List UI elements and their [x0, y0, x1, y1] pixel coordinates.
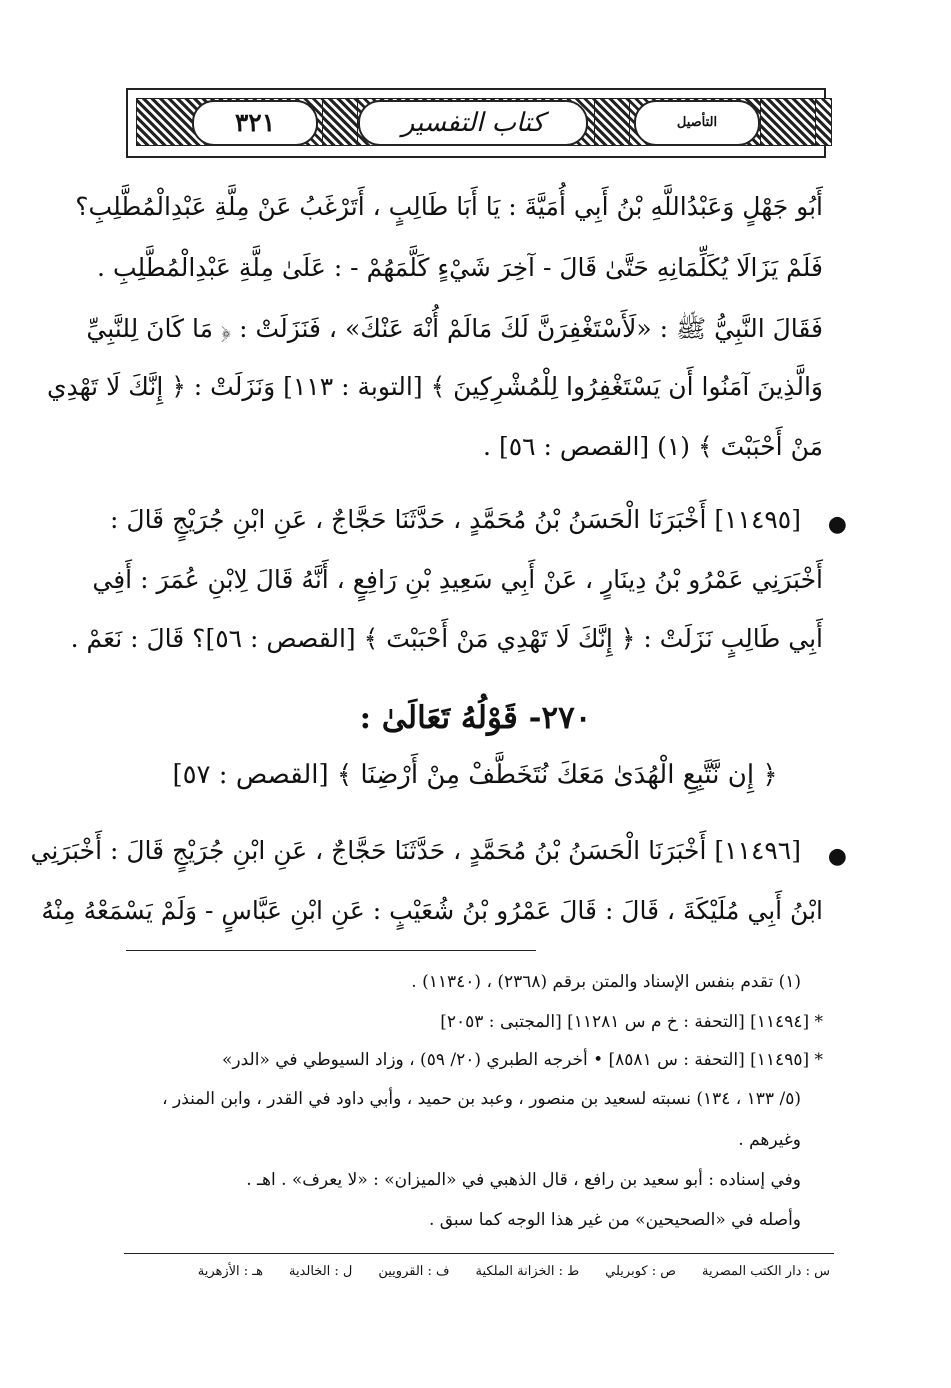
page-header: [126, 88, 826, 158]
legend-item: ل : الخالدية: [288, 1264, 353, 1279]
footnote-1: (١) تقدم بنفس الإسناد والمتن برقم (٢٣٦٨) ، (١١٣٤٠) .: [411, 972, 801, 992]
hadith-11495-line-2: أَخْبَرَنِي عَمْرُو بْنُ دِينَارٍ ، عَنْ أَبِي سَعِيدِ بْنِ رَافِعٍ ، أَنَّهُ قَالَ لِابْنِ عُمَرَ : أَفِي: [92, 565, 823, 594]
footnote-6: وفي إسناده : أبو سعيد بن رافع ، قال الذهبي في «الميزان» : «لا يعرف» . اهـ .: [246, 1170, 801, 1190]
legend-item: ف : القرويين: [378, 1264, 450, 1279]
footnote-3: * [١١٤٩٥] [التحفة : س ٨٥٨١] • أخرجه الطبري (٢٠/ ٥٩) ، وزاد السيوطي في «الدر»: [222, 1050, 823, 1070]
body-line-2: فَلَمْ يَزَالَا يُكَلِّمَانِهِ حَتَّىٰ قَالَ - آخِرَ شَيْءٍ كَلَّمَهُمْ - : عَلَىٰ مِلَّةِ عَبْدِالْمُطَّلِبِ .: [97, 253, 823, 282]
footnote-2: * [١١٤٩٤] [التحفة : خ م س ١١٢٨١] [المجتبى : ٢٠٥٣]: [440, 1012, 823, 1032]
footnote-5: وغيرهم .: [738, 1130, 801, 1150]
section-heading: ٢٧٠- قَوْلُهُ تَعَالَىٰ :: [359, 700, 592, 736]
body-line-1: أَبُو جَهْلٍ وَعَبْدُاللَّهِ بْنُ أَبِي أُمَيَّةَ : يَا أَبَا طَالِبٍ ، أَتَرْغَبُ عَنْ مِلَّةِ عَبْدِالْمُطَّلِبِ؟: [75, 192, 823, 221]
book-title: كتاب التفسير: [358, 100, 588, 146]
ornament-right: [760, 98, 816, 146]
hadith-bullet: ●: [827, 512, 847, 537]
quran-verse: ﴿ إِن نَّتَّبِعِ الْهُدَىٰ مَعَكَ نُتَخَطَّفْ مِنْ أَرْضِنَا ﴾ [القصص : ٥٧]: [172, 760, 778, 790]
footnote-7: وأصله في «الصحيحين» من غير هذا الوجه كما سبق .: [428, 1210, 801, 1230]
legend-item: ط : الخزانة الملكية: [475, 1264, 580, 1279]
legend-item: ص : كوبريلي: [605, 1264, 676, 1279]
footnote-4: (٥/ ١٣٣ ، ١٣٤) نسبته لسعيد بن منصور ، وعبد بن حميد ، وأبي داود في القدر ، وابن المنذر ،: [162, 1089, 801, 1109]
body-line-4: وَالَّذِينَ آمَنُوا أَن يَسْتَغْفِرُوا لِلْمُشْرِكِينَ ﴾ [التوبة : ١١٣] وَنَزَلَتْ : ﴿ إِنَّكَ لَا تَهْدِي: [46, 372, 823, 401]
hadith-11495-line-3: أَبِي طَالِبٍ نَزَلَتْ : ﴿ إِنَّكَ لَا تَهْدِي مَنْ أَحْبَبْتَ ﴾ [القصص : ٥٦]؟ قَالَ : نَعَمْ .: [70, 624, 823, 653]
body-line-3: فَقَالَ النَّبِيُّ ﷺ : «لَأَسْتَغْفِرَنَّ لَكَ مَالَمْ أُنْهَ عَنْكَ» ، فَنَزَلَتْ : ﴿ مَا كَانَ لِلنَّبِيِّ: [86, 314, 823, 343]
hadith-11496-line-1: [١١٤٩٦] أَخْبَرَنَا الْحَسَنُ بْنُ مُحَمَّدٍ ، حَدَّثَنَا حَجَّاجٌ ، عَنِ ابْنِ جُرَيْجٍ قَالَ : أَخْبَرَنِي: [30, 836, 801, 865]
footnote-rule: [126, 950, 536, 951]
manuscript-legend: [130, 1264, 830, 1279]
ornament-right-inner: [594, 98, 630, 146]
body-line-5: مَنْ أَحْبَبْتَ ﴾ (١) [القصص : ٥٦] .: [483, 432, 823, 461]
hadith-11496-line-2: ابْنُ أَبِي مُلَيْكَةَ ، قَالَ : قَالَ عَمْرُو بْنُ شُعَيْبٍ : عَنِ ابْنِ عَبَّاسٍ - وَلَمْ يَسْمَعْهُ مِنْهُ: [41, 896, 823, 925]
ornament-left-inner: [322, 98, 358, 146]
legend-item: س : دار الكتب المصرية: [701, 1264, 830, 1279]
hadith-11495-line-1: [١١٤٩٥] أَخْبَرَنَا الْحَسَنُ بْنُ مُحَمَّدٍ ، حَدَّثَنَا حَجَّاجٌ ، عَنِ ابْنِ جُرَيْجٍ قَالَ :: [110, 505, 801, 534]
hadith-bullet: ●: [827, 844, 847, 869]
legend-rule: [124, 1253, 834, 1254]
legend-item: هـ : الأزهرية: [197, 1264, 263, 1279]
page-number: ٣٢١: [192, 100, 318, 146]
publisher-logo: التأصيل: [634, 100, 760, 146]
